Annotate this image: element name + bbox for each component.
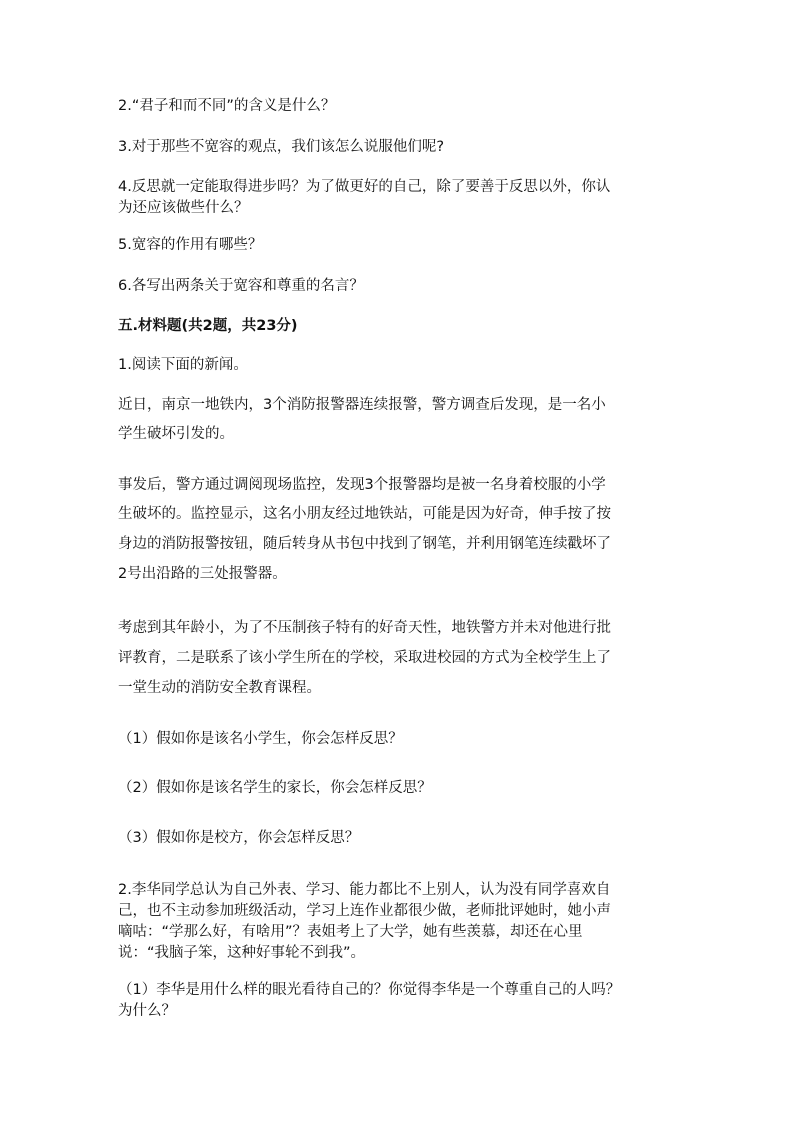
question-4-line-2: 为还应该做些什么？ xyxy=(118,200,249,216)
material-1-paragraph-2-line-1: 事发后，警方通过调阅现场监控，发现3个报警器均是被一名身着校服的小学 xyxy=(118,477,606,493)
section-heading: 五.材料题(共2题，共23分) xyxy=(118,318,298,334)
material-1-title: 1.阅读下面的新闻。 xyxy=(118,357,248,373)
material-2-subquestion-1-line-2: 为什么？ xyxy=(118,1003,176,1019)
question-4-line-1: 4.反思就一定能取得进步吗？为了做更好的自己，除了要善于反思以外，你认 xyxy=(118,179,611,195)
material-1-paragraph-3-line-3: 一堂生动的消防安全教育课程。 xyxy=(118,680,321,696)
material-2-paragraph-line-2: 己，也不主动参加班级活动，学习上连作业都很少做，老师批评她时，她小声 xyxy=(118,903,611,919)
material-1-paragraph-3-line-2: 评教育，二是联系了该小学生所在的学校，采取进校园的方式为全校学生上了 xyxy=(118,650,611,666)
question-5: 5.宽容的作用有哪些？ xyxy=(118,237,263,253)
material-1-paragraph-1-line-1: 近日，南京一地铁内，3个消防报警器连续报警，警方调查后发现，是一名小 xyxy=(118,397,606,413)
material-1-subquestion-2: （2）假如你是该名学生的家长，你会怎样反思？ xyxy=(118,780,432,796)
material-1-paragraph-2-line-4: 2号出沿路的三处报警器。 xyxy=(118,566,287,582)
material-1-paragraph-2-line-2: 生破坏的。监控显示，这名小朋友经过地铁站，可能是因为好奇，伸手按了按 xyxy=(118,506,611,522)
material-1-paragraph-2-line-3: 身边的消防报警按钮，随后转身从书包中找到了钢笔，并利用钢笔连续戳坏了 xyxy=(118,536,611,552)
material-2-paragraph-line-4: 说：“我脑子笨，这种好事轮不到我”。 xyxy=(118,945,366,961)
material-2-paragraph-line-1: 2.李华同学总认为自己外表、学习、能力都比不上别人，认为没有同学喜欢自 xyxy=(118,882,611,898)
material-1-paragraph-1-line-2: 学生破坏引发的。 xyxy=(118,426,234,442)
material-1-subquestion-3: （3）假如你是校方，你会怎样反思？ xyxy=(118,830,360,846)
question-2: 2.“君子和而不同”的含义是什么？ xyxy=(118,98,336,114)
question-6: 6.各写出两条关于宽容和尊重的名言？ xyxy=(118,278,364,294)
material-1-subquestion-1: （1）假如你是该名小学生，你会怎样反思？ xyxy=(118,731,403,747)
question-3: 3.对于那些不宽容的观点，我们该怎么说服他们呢? xyxy=(118,139,445,155)
material-1-paragraph-3-line-1: 考虑到其年龄小，为了不压制孩子特有的好奇天性，地铁警方并未对他进行批 xyxy=(118,620,611,636)
material-2-subquestion-1-line-1: （1）李华是用什么样的眼光看待自己的？你觉得李华是一个尊重自己的人吗？ xyxy=(118,982,621,998)
material-2-paragraph-line-3: 嘀咕：“学那么好，有啥用”？表姐考上了大学，她有些羡慕，却还在心里 xyxy=(118,924,583,940)
